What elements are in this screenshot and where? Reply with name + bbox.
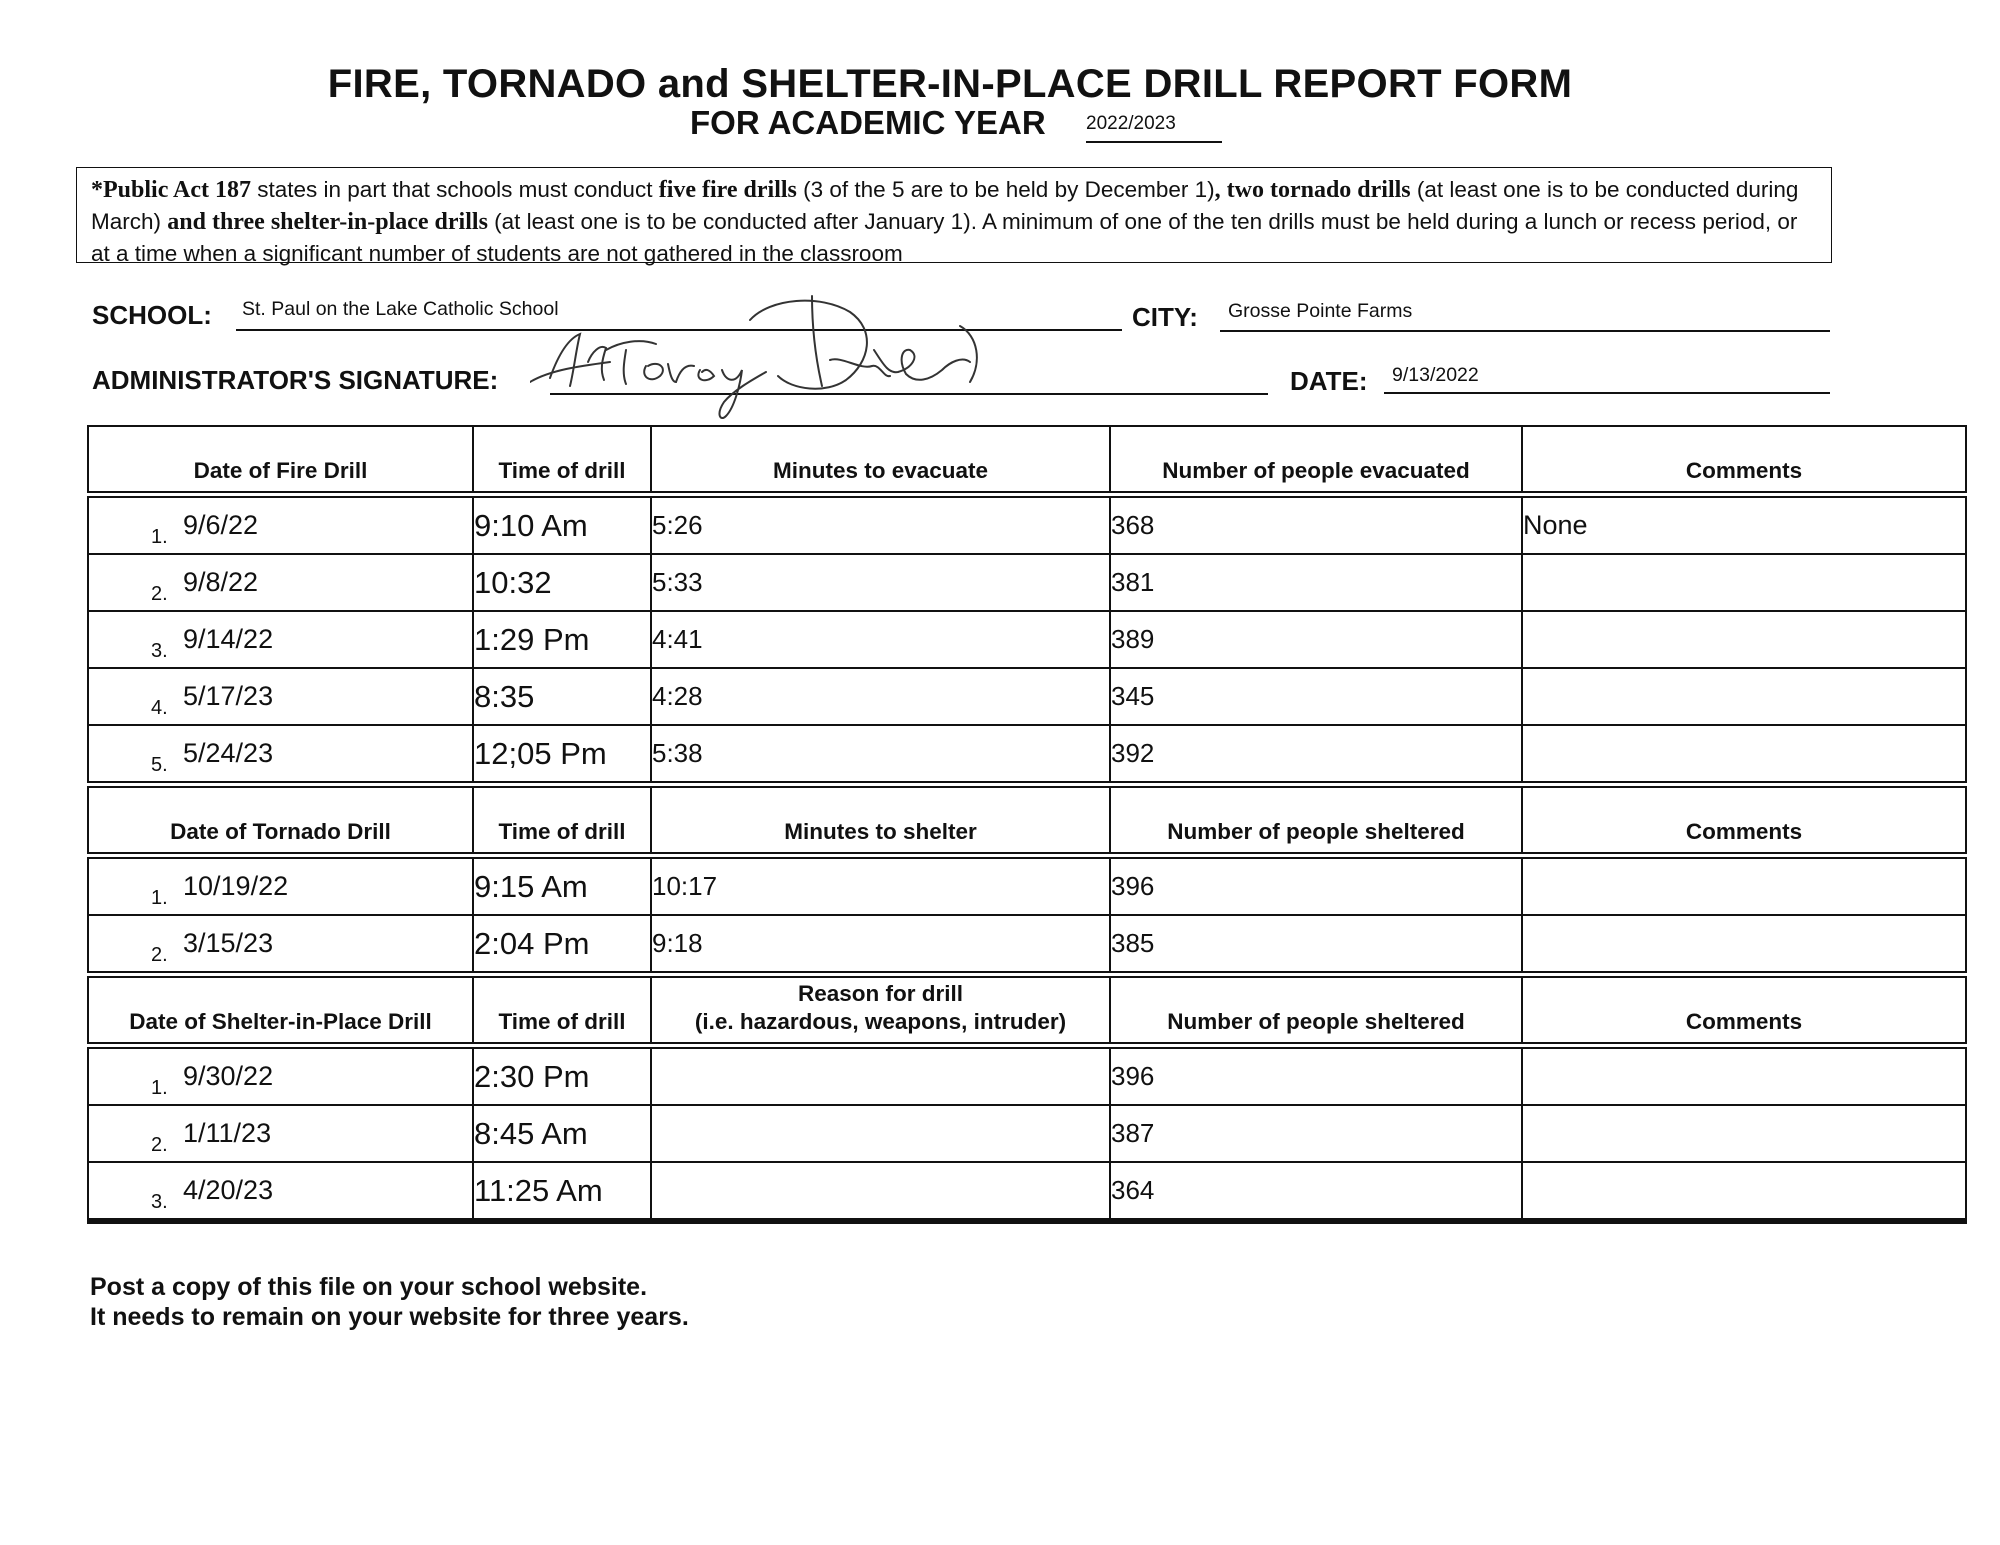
posting-instructions: [90, 1272, 689, 1332]
shelter-time: 2:30 Pm: [473, 1046, 651, 1106]
shelter-header-row: [88, 975, 1966, 1046]
tornado-comments: [1522, 915, 1966, 975]
shelter-header-people: Number of people sheltered: [1110, 975, 1522, 1046]
fire-row: [88, 668, 1966, 725]
shelter-people: 387: [1110, 1105, 1522, 1162]
academic-year-label: FOR ACADEMIC YEAR: [690, 104, 1046, 141]
shelter-time: 8:45 Am: [473, 1105, 651, 1162]
fire-minutes: 4:41: [651, 611, 1110, 668]
fire-comments: [1522, 611, 1966, 668]
fire-header-comments: Comments: [1522, 426, 1966, 495]
fire-people: 381: [1110, 554, 1522, 611]
tornado-header-date: Date of Tornado Drill: [88, 785, 473, 856]
footer-line-1: Post a copy of this file on your school website.: [90, 1273, 648, 1301]
row-number: 5.: [151, 754, 168, 776]
fire-minutes: 4:28: [651, 668, 1110, 725]
academic-year-value: 2022/2023: [1086, 113, 1222, 143]
notice-act: *Public Act 187: [91, 177, 251, 203]
tornado-header-time: Time of drill: [473, 785, 651, 856]
fire-time: 1:29 Pm: [473, 611, 651, 668]
shelter-row: [88, 1162, 1966, 1221]
row-number: 3.: [151, 1191, 168, 1213]
shelter-header-reason-line1: Reason for drill: [797, 981, 964, 1006]
shelter-header-comments: Comments: [1522, 975, 1966, 1046]
fire-row: [88, 611, 1966, 668]
row-number: 4.: [151, 697, 168, 719]
footer-line-2: It needs to remain on your website for three years.: [90, 1303, 689, 1331]
fire-minutes: 5:26: [651, 495, 1110, 555]
school-value: St. Paul on the Lake Catholic School: [242, 298, 559, 320]
fire-date: 9/6/22: [183, 510, 259, 540]
administrator-signature-label: ADMINISTRATOR'S SIGNATURE:: [92, 365, 499, 395]
row-number: 1.: [151, 526, 168, 548]
shelter-comments: [1522, 1105, 1966, 1162]
notice-shelter: and three shelter-in-place drills: [167, 209, 488, 235]
shelter-header-reason-line2: (i.e. hazardous, weapons, intruder): [694, 1009, 1067, 1034]
tornado-row: [88, 915, 1966, 975]
fire-comments: [1522, 668, 1966, 725]
fire-comments: [1522, 554, 1966, 611]
shelter-row: [88, 1046, 1966, 1106]
tornado-row: [88, 856, 1966, 916]
fire-header-date: Date of Fire Drill: [88, 426, 473, 495]
tornado-minutes: 10:17: [651, 856, 1110, 916]
shelter-header-date: Date of Shelter-in-Place Drill: [88, 975, 473, 1046]
fire-comments: None: [1522, 495, 1966, 555]
notice-text-3: (at least one is to be conducted during March): [91, 177, 1799, 234]
date-value: 9/13/2022: [1392, 364, 1479, 386]
shelter-header-reason: [651, 975, 1110, 1046]
notice-comma: ,: [1214, 177, 1221, 203]
tornado-time: 2:04 Pm: [473, 915, 651, 975]
tornado-date: 10/19/22: [183, 871, 289, 901]
notice-text-4: (at least one is to be conducted after January 1). A minimum of one of the ten drills must be held during a lunch or recess period, or at a time when a significant number of students are not gathered in the classroom: [91, 209, 1798, 266]
row-number: 2.: [151, 1134, 168, 1156]
row-number: 3.: [151, 640, 168, 662]
fire-header-time: Time of drill: [473, 426, 651, 495]
tornado-people: 396: [1110, 856, 1522, 916]
tornado-comments: [1522, 856, 1966, 916]
shelter-reason: [651, 1105, 1110, 1162]
fire-people: 392: [1110, 725, 1522, 785]
school-label: SCHOOL:: [92, 300, 212, 330]
fire-date: 5/17/23: [183, 681, 274, 711]
shelter-reason: [651, 1046, 1110, 1106]
tornado-minutes: 9:18: [651, 915, 1110, 975]
row-number: 2.: [151, 583, 168, 605]
fire-header-row: [88, 426, 1966, 495]
tornado-time: 9:15 Am: [473, 856, 651, 916]
tornado-header-comments: Comments: [1522, 785, 1966, 856]
fire-comments: [1522, 725, 1966, 785]
tornado-header-minutes: Minutes to shelter: [651, 785, 1110, 856]
shelter-date: 9/30/22: [183, 1061, 274, 1091]
shelter-row: [88, 1105, 1966, 1162]
fire-date: 9/14/22: [183, 624, 274, 654]
row-number: 2.: [151, 944, 168, 966]
shelter-reason: [651, 1162, 1110, 1221]
tornado-date: 3/15/23: [183, 928, 274, 958]
notice-text-1: states in part that schools must conduct: [251, 177, 659, 202]
row-number: 1.: [151, 887, 168, 909]
public-act-notice: [76, 167, 1832, 266]
form-title: FIRE, TORNADO and SHELTER-IN-PLACE DRILL REPORT FORM: [327, 62, 1573, 106]
city-label: CITY:: [1132, 302, 1198, 332]
fire-time: 12;05 Pm: [473, 725, 651, 785]
tornado-people: 385: [1110, 915, 1522, 975]
shelter-comments: [1522, 1162, 1966, 1221]
tornado-header-row: [88, 785, 1966, 856]
fire-people: 389: [1110, 611, 1522, 668]
fire-minutes: 5:38: [651, 725, 1110, 785]
fire-date: 5/24/23: [183, 738, 274, 768]
fire-row: [88, 725, 1966, 785]
date-label: DATE:: [1290, 366, 1368, 396]
fire-header-minutes: Minutes to evacuate: [651, 426, 1110, 495]
fire-people: 345: [1110, 668, 1522, 725]
city-value: Grosse Pointe Farms: [1228, 300, 1413, 322]
drill-table: [87, 425, 1967, 1224]
fire-time: 10:32: [473, 554, 651, 611]
row-number: 1.: [151, 1077, 168, 1099]
fire-header-people: Number of people evacuated: [1110, 426, 1522, 495]
fire-time: 9:10 Am: [473, 495, 651, 555]
tornado-header-people: Number of people sheltered: [1110, 785, 1522, 856]
notice-tornado: two tornado drills: [1220, 177, 1411, 203]
city-underline: [1220, 330, 1830, 332]
shelter-comments: [1522, 1046, 1966, 1106]
notice-fire: five fire drills: [658, 177, 797, 203]
shelter-time: 11:25 Am: [473, 1162, 651, 1221]
shelter-date: 1/11/23: [183, 1118, 272, 1148]
shelter-people: 396: [1110, 1046, 1522, 1106]
shelter-header-time: Time of drill: [473, 975, 651, 1046]
fire-row: [88, 554, 1966, 611]
shelter-people: 364: [1110, 1162, 1522, 1221]
fire-row: [88, 495, 1966, 555]
administrator-signature-image: [530, 290, 1000, 430]
notice-text-2: (3 of the 5 are to be held by December 1): [796, 177, 1215, 202]
date-underline: [1384, 392, 1830, 394]
fire-minutes: 5:33: [651, 554, 1110, 611]
fire-time: 8:35: [473, 668, 651, 725]
shelter-date: 4/20/23: [183, 1175, 274, 1205]
fire-date: 9/8/22: [183, 567, 259, 597]
fire-people: 368: [1110, 495, 1522, 555]
